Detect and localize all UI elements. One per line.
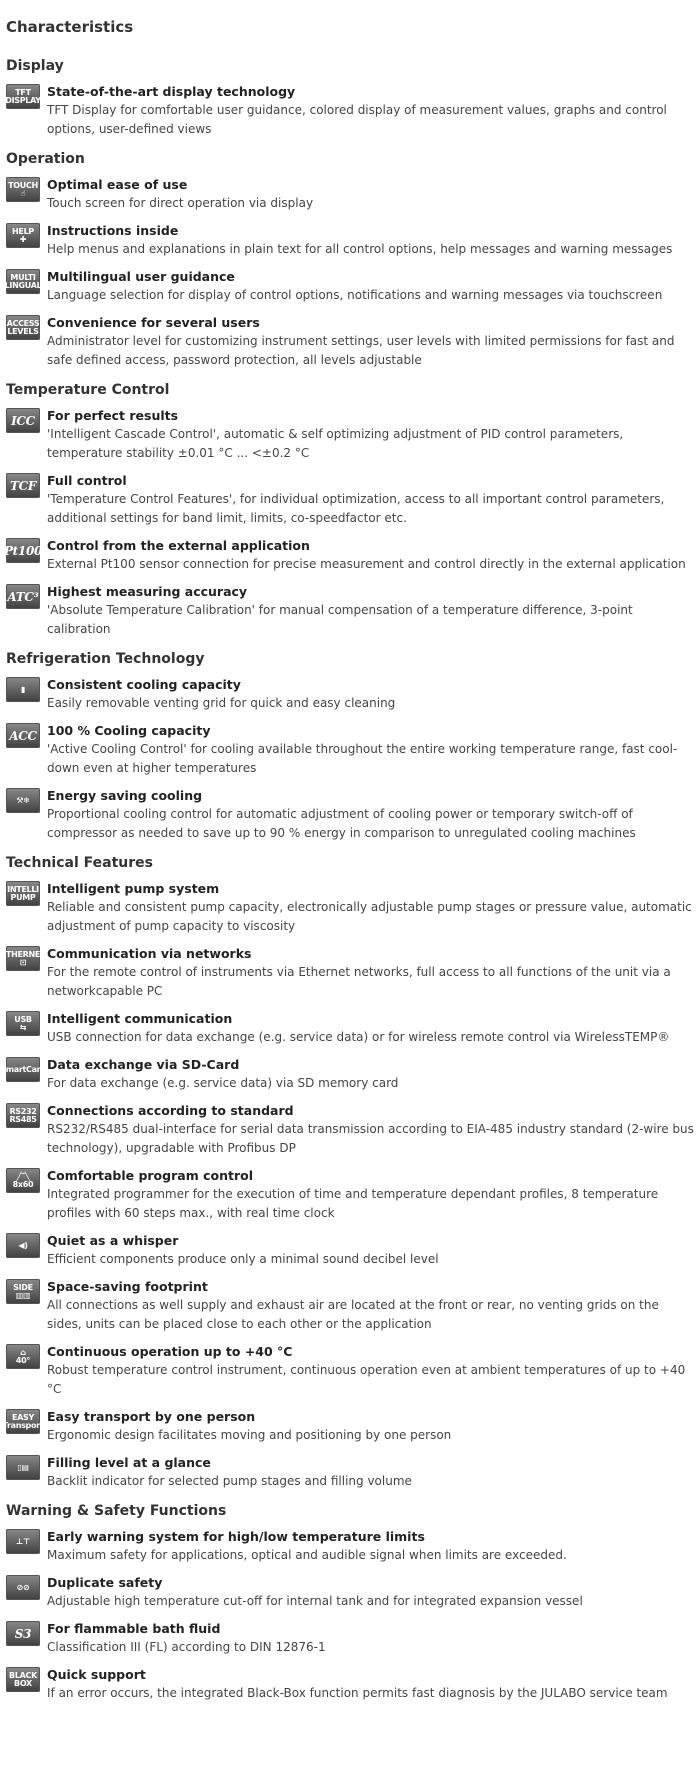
feature-description: Reliable and consistent pump capacity, electronically adjustable pump stages or pressure value, automatic adjustment of pump capacity to viscosity (47, 900, 692, 933)
filling-level-icon: ▯▤ (6, 1455, 40, 1480)
section-title: Technical Features (6, 855, 153, 871)
feature-item (0, 944, 700, 1001)
feature-item (6, 582, 700, 639)
feature-item (6, 221, 700, 259)
feature-title: Comfortable program control (47, 1168, 253, 1183)
feature-title: Easy transport by one person (47, 1409, 256, 1424)
section (3, 380, 700, 639)
feature-title: Quick support (47, 1667, 146, 1682)
feature-text (47, 1101, 700, 1158)
feature-title: Instructions inside (47, 223, 179, 238)
feature-title: Highest measuring accuracy (47, 584, 248, 599)
section (6, 56, 700, 139)
section (0, 853, 700, 1491)
feature-description: For the remote control of instruments via Ethernet networks, full access to all functions of the unit via a networkcapable PC (47, 965, 671, 998)
space-saving-icon: SIDE ▥▥ (6, 1279, 40, 1304)
feature-description: 'Intelligent Cascade Control', automatic & self optimizing adjustment of PID control parameters, temperature stability ±0.01 °C ... <±0.2 °C (47, 427, 624, 460)
feature-description: Backlit indicator for selected pump stages and filling volume (47, 1474, 412, 1488)
feature-title: Consistent cooling capacity (47, 677, 241, 692)
feature-item (6, 1009, 700, 1047)
feature-item (6, 1573, 700, 1611)
feature-text (47, 1619, 700, 1657)
feature-text (47, 1166, 700, 1223)
section (6, 1501, 700, 1703)
feature-description: All connections as well supply and exhaust air are located at the front or rear, no venting grids on the sides, units can be placed close to each other or the application (47, 1298, 659, 1331)
intelli-pump-icon: INTELLI PUMP (6, 881, 40, 906)
page-title: Characteristics (6, 18, 134, 36)
feature-item (0, 1055, 700, 1093)
feature-title: Filling level at a glance (47, 1455, 211, 1470)
feature-description: 'Active Cooling Control' for cooling available throughout the entire working temperature range, fast cool-down even at higher temperatures (47, 742, 678, 775)
usb-icon: USB ⇆ (6, 1011, 40, 1036)
acc-icon: ACC (6, 723, 40, 748)
section-title: Refrigeration Technology (6, 651, 205, 667)
section-title: Warning & Safety Functions (6, 1503, 227, 1519)
feature-title: For flammable bath fluid (47, 1621, 221, 1636)
feature-title: Duplicate safety (47, 1575, 163, 1590)
feature-description: If an error occurs, the integrated Black-Box function permits fast diagnosis by the JULABO service team (47, 1686, 668, 1700)
feature-item (6, 471, 700, 528)
feature-title: Energy saving cooling (47, 788, 203, 803)
ethernet-icon: ETHERNET ⊡ (6, 946, 40, 971)
feature-text (47, 1231, 700, 1269)
feature-item (6, 1101, 700, 1158)
section (6, 149, 700, 370)
feature-text (47, 536, 700, 574)
feature-description: For data exchange (e.g. service data) via SD memory card (47, 1076, 399, 1090)
feature-text (47, 221, 700, 259)
feature-title: Data exchange via SD-Card (47, 1057, 240, 1072)
section-title: Temperature Control (6, 382, 170, 398)
feature-item (6, 1453, 700, 1491)
energy-saving-icon: ⚒❄ (6, 788, 40, 813)
feature-text (47, 1573, 700, 1611)
multilingual-icon: MULTI LINGUAL (6, 269, 40, 294)
feature-title: Multilingual user guidance (47, 269, 235, 284)
feature-text (47, 721, 700, 778)
feature-text (47, 406, 700, 463)
feature-item (6, 1342, 700, 1399)
feature-item (6, 1277, 700, 1334)
feature-item (6, 879, 700, 936)
feature-title: Full control (47, 473, 127, 488)
tcf-icon: TCF (6, 473, 40, 498)
feature-text (47, 313, 700, 370)
feature-text (47, 1342, 700, 1399)
section-title: Display (6, 58, 64, 74)
feature-item (6, 1231, 700, 1269)
feature-description: 'Absolute Temperature Calibration' for manual compensation of a temperature difference, 3-point calibration (47, 603, 633, 636)
feature-description: USB connection for data exchange (e.g. service data) or for wireless remote control via WirelessTEMP® (47, 1030, 670, 1044)
feature-text (47, 786, 700, 843)
feature-title: State-of-the-art display technology (47, 84, 296, 99)
access-levels-icon: ACCESS LEVELS (6, 315, 40, 340)
feature-description: Ergonomic design facilitates moving and positioning by one person (47, 1428, 452, 1442)
feature-description: Easily removable venting grid for quick and easy cleaning (47, 696, 396, 710)
touch-icon: TOUCH ☝ (6, 177, 40, 202)
help-icon: HELP ✚ (6, 223, 40, 248)
feature-description: Robust temperature control instrument, continuous operation even at ambient temperatures of up to +40 °C (47, 1363, 686, 1396)
feature-title: 100 % Cooling capacity (47, 723, 211, 738)
feature-text (47, 82, 700, 139)
feature-title: Convenience for several users (47, 315, 260, 330)
program-control-icon: ╱‾╲ 8x60 (6, 1168, 40, 1193)
feature-text (47, 582, 700, 639)
feature-description: TFT Display for comfortable user guidance, colored display of measurement values, graphs and control options, user-defined views (47, 103, 667, 136)
feature-text (47, 1453, 700, 1491)
feature-description: Proportional cooling control for automatic adjustment of cooling power or temporary switch-off of compressor as needed to save up to 90 % energy in comparison to unregulated cooling machines (47, 807, 636, 840)
tft-display-icon: TFT DISPLAY (6, 84, 40, 109)
venting-grid-icon: ▮ (6, 677, 40, 702)
feature-description: Touch screen for direct operation via display (47, 196, 314, 210)
feature-description: Efficient components produce only a minimal sound decibel level (47, 1252, 439, 1266)
feature-item (6, 267, 700, 305)
feature-item (6, 82, 700, 139)
feature-text (47, 471, 700, 528)
feature-item (6, 1527, 700, 1565)
feature-title: Quiet as a whisper (47, 1233, 179, 1248)
feature-item (6, 1665, 700, 1703)
s3-icon: S3 (6, 1621, 40, 1646)
continuous-operation-icon: ⌂ 40° (6, 1344, 40, 1369)
feature-description: Adjustable high temperature cut-off for internal tank and for integrated expansion vessel (47, 1594, 583, 1608)
feature-description: RS232/RS485 dual-interface for serial data transmission according to EIA-485 industry standard (2-wire bus technology), upgradable with Profibus DP (47, 1122, 694, 1155)
feature-description: Language selection for display of control options, notifications and warning messages via touchscreen (47, 288, 663, 302)
feature-title: Optimal ease of use (47, 177, 188, 192)
feature-item (3, 536, 700, 574)
feature-description: 'Temperature Control Features', for individual optimization, access to all important control parameters, additional settings for band limit, limits, co-speedfactor etc. (47, 492, 665, 525)
feature-text (47, 1407, 700, 1445)
feature-item (6, 675, 700, 713)
feature-item (6, 1166, 700, 1223)
feature-title: For perfect results (47, 408, 179, 423)
section-title: Operation (6, 151, 85, 167)
feature-description: Maximum safety for applications, optical and audible signal when limits are exceeded. (47, 1548, 567, 1562)
feature-text (47, 267, 700, 305)
feature-text (47, 1277, 700, 1334)
feature-title: Intelligent communication (47, 1011, 233, 1026)
duplicate-safety-icon: ⊘⊘ (6, 1575, 40, 1600)
pt100-icon: Pt100 (6, 538, 40, 563)
feature-text (47, 1009, 700, 1047)
feature-text (47, 1665, 700, 1703)
easy-transport-icon: EASY Transport (6, 1409, 40, 1434)
feature-item (6, 175, 700, 213)
feature-title: Continuous operation up to +40 °C (47, 1344, 293, 1359)
section (6, 649, 700, 843)
feature-description: External Pt100 sensor connection for precise measurement and control directly in the external application (47, 557, 686, 571)
atc3-icon: ATC³ (6, 584, 40, 609)
feature-text (47, 879, 700, 936)
feature-item (6, 786, 700, 843)
feature-text (47, 944, 700, 1001)
feature-title: Early warning system for high/low temperature limits (47, 1529, 425, 1544)
feature-text (47, 675, 700, 713)
feature-item (6, 721, 700, 778)
feature-description: Administrator level for customizing instrument settings, user levels with limited permissions for fast and safe defined access, password protection, all levels adjustable (47, 334, 675, 367)
early-warning-icon: ⊥⊤ (6, 1529, 40, 1554)
icc-icon: ICC (6, 408, 40, 433)
feature-description: Integrated programmer for the execution of time and temperature dependant profiles, 8 temperature profiles with 60 steps max., with real time clock (47, 1187, 659, 1220)
feature-item (6, 1619, 700, 1657)
feature-title: Control from the external application (47, 538, 310, 553)
feature-description: Help menus and explanations in plain text for all control options, help messages and warning messages (47, 242, 673, 256)
feature-text (47, 1055, 700, 1093)
feature-text (47, 1527, 700, 1565)
feature-title: Space-saving footprint (47, 1279, 208, 1294)
feature-title: Communication via networks (47, 946, 252, 961)
quiet-icon: ◀) (6, 1233, 40, 1258)
feature-title: Intelligent pump system (47, 881, 220, 896)
feature-text (47, 175, 700, 213)
feature-item (6, 313, 700, 370)
feature-description: Classification III (FL) according to DIN 12876-1 (47, 1640, 326, 1654)
sections-container (0, 56, 700, 1703)
sd-card-icon: SmartCard (6, 1057, 40, 1082)
feature-item (2, 1407, 700, 1445)
rs232-rs485-icon: RS232 RS485 (6, 1103, 40, 1128)
feature-item (6, 406, 700, 463)
feature-title: Connections according to standard (47, 1103, 294, 1118)
black-box-icon: BLACK BOX (6, 1667, 40, 1692)
